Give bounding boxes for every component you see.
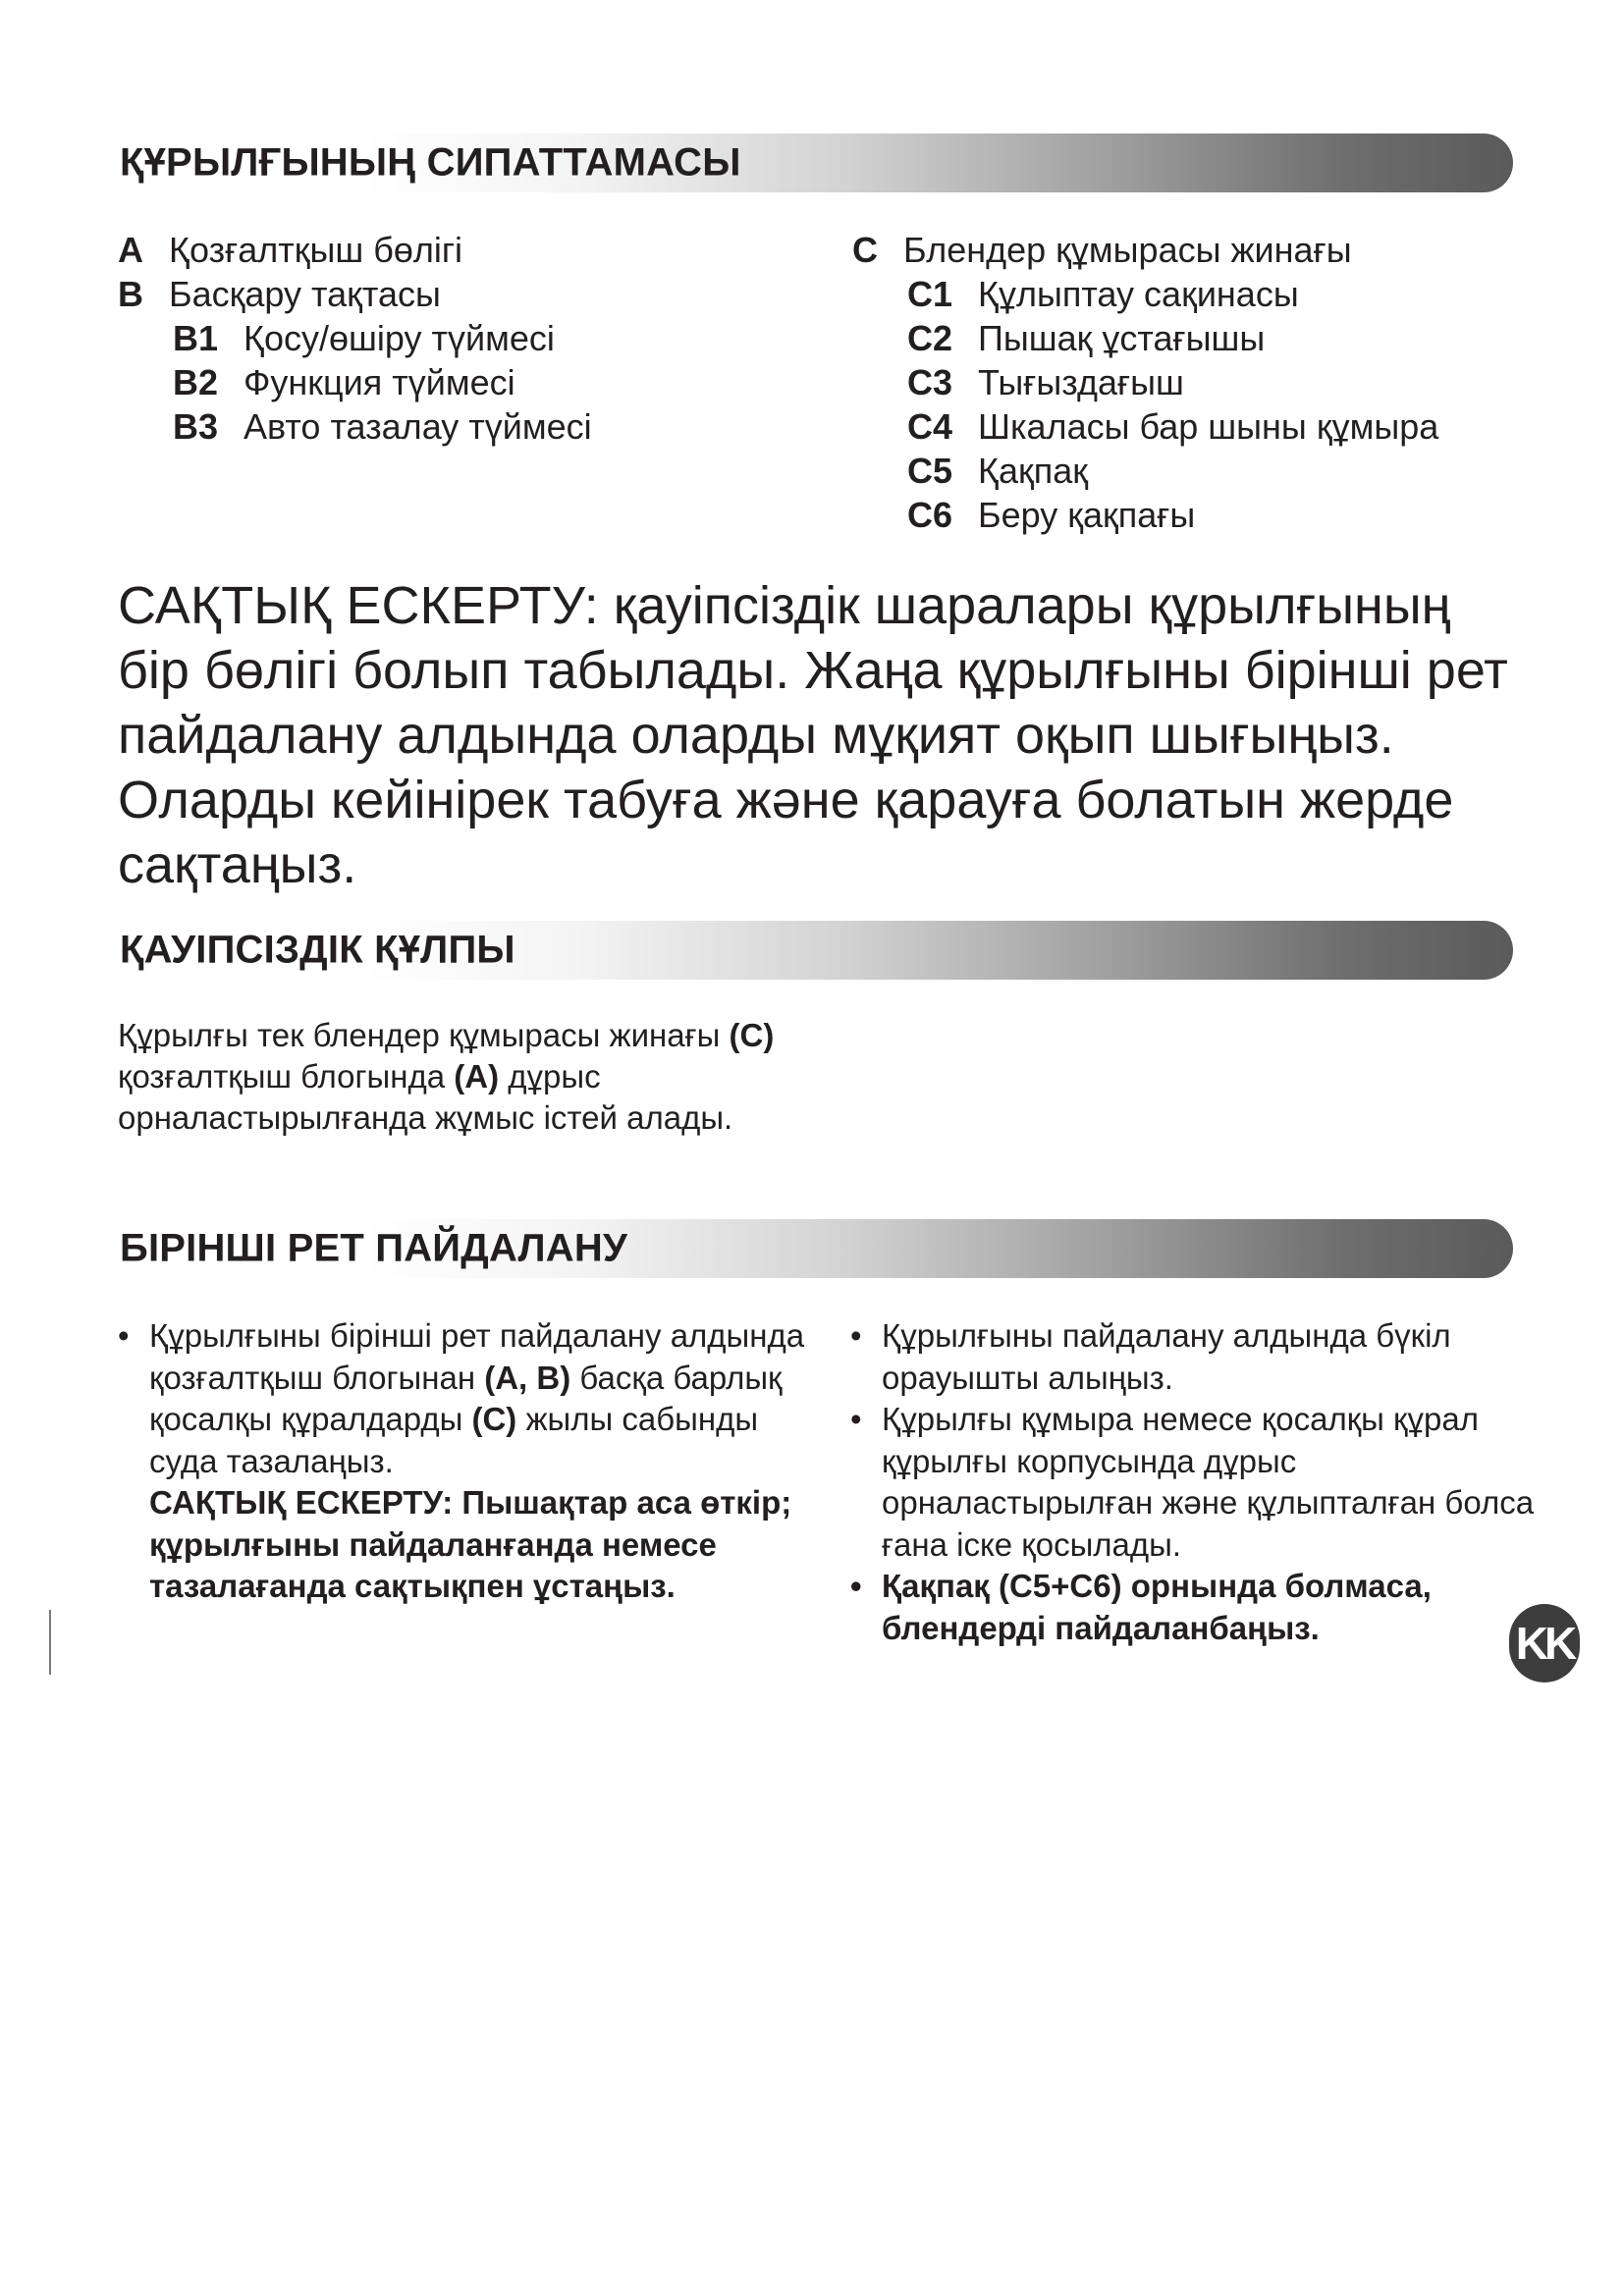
bullet-item [118, 1315, 805, 1608]
bullet-text: Құрылғы құмыра немесе қосалқы құрал құрылғы корпусында дұрыс орналастырылған және құлыпталған болса ғана іске қосылады. [882, 1401, 1535, 1563]
section-bar-description [114, 133, 1513, 192]
section-title-description: ҚҰРЫЛҒЫНЫҢ СИПАТТАМАСЫ [120, 140, 741, 185]
part-c1 [852, 272, 1438, 316]
part-c6 [852, 493, 1438, 537]
bullet-dot: • [118, 1317, 130, 1354]
text-span: басқа барлық қосалқы құралдарды [149, 1359, 783, 1437]
section-bar-safety-lock [114, 921, 1513, 980]
first-use-right-column [850, 1315, 1538, 1649]
bullet-item [850, 1315, 1538, 1399]
text-span: дұрыс орналастырылғанда жұмыс істей алады. [118, 1058, 733, 1136]
ref-motor-control: (A, B) [484, 1359, 571, 1396]
part-c5 [852, 449, 1438, 493]
margin-mark [49, 1610, 51, 1675]
part-c3 [852, 360, 1438, 404]
part-code: C2 [907, 318, 953, 358]
part-code: B1 [173, 318, 219, 358]
part-label: Функция түймесі [244, 362, 515, 402]
part-label: Беру қақпағы [978, 495, 1196, 535]
language-badge: KK [1509, 1604, 1580, 1682]
part-b2 [118, 360, 592, 404]
part-code: C6 [907, 495, 953, 535]
ref-jar-assembly: (C) [729, 1017, 775, 1053]
part-code: C4 [907, 406, 953, 447]
text-span: жылы сабынды суда тазалаңыз. [149, 1401, 759, 1479]
part-c [852, 228, 1438, 272]
ref-accessories: (C) [471, 1401, 517, 1437]
part-code: B2 [173, 362, 219, 402]
safety-warning-text: САҚТЫҚ ЕСКЕРТУ: қауіпсіздік шаралары құрылғының бір бөлігі болып табылады. Жаңа құрылғыны бірінші рет пайдалану алдында оларды мұқият оқып шығыңыз. Оларды кейінірек табуға және қарауға болатын жерде сақтаңыз. [118, 576, 1508, 894]
part-b1 [118, 316, 592, 360]
part-code: A [118, 230, 143, 270]
parts-list-left [118, 228, 592, 449]
bullet-text: Қақпақ (C5+C6) орнында болмаса, блендерді пайдаланбаңыз. [882, 1568, 1432, 1646]
text-span: Құрылғы тек блендер құмырасы жинағы [118, 1017, 730, 1053]
part-c2 [852, 316, 1438, 360]
bullet-dot: • [850, 1317, 862, 1354]
safety-lock-paragraph [118, 1015, 805, 1139]
section-title-safety-lock: ҚАУІПСІЗДІК ҚҰЛПЫ [120, 928, 515, 972]
ref-motor-unit: (A) [454, 1058, 500, 1095]
part-code: B [118, 274, 143, 314]
bullet-dot: • [850, 1401, 862, 1437]
part-label: Шкаласы бар шыны құмыра [978, 406, 1439, 447]
part-b3 [118, 404, 592, 449]
part-label: Қозғалтқыш бөлігі [169, 230, 463, 270]
bullet-dot: • [850, 1568, 862, 1604]
text-span: қозғалтқыш блогында [118, 1058, 455, 1095]
section-title-first-use: БІРІНШІ РЕТ ПАЙДАЛАНУ [120, 1226, 628, 1270]
part-label: Қақпақ [978, 451, 1089, 491]
bullet-item [850, 1399, 1538, 1566]
part-code: C5 [907, 451, 953, 491]
first-use-left-column [118, 1315, 805, 1608]
part-a [118, 228, 592, 272]
part-label: Тығыздағыш [978, 362, 1184, 402]
blade-warning-note: САҚТЫҚ ЕСКЕРТУ: Пышақтар аса өткір; құрылғыны пайдаланғанда немесе тазалағанда сақтықпен ұстаңыз. [149, 1484, 792, 1604]
part-code: C3 [907, 362, 953, 402]
part-label: Қосу/өшіру түймесі [244, 318, 555, 358]
part-code: B3 [173, 406, 219, 447]
text-span: Құрылғыны бірінші рет пайдалану алдында қозғалтқыш блогынан [149, 1317, 805, 1396]
part-code: C1 [907, 274, 953, 314]
part-label: Пышақ ұстағышы [978, 318, 1266, 358]
part-label: Авто тазалау түймесі [244, 406, 592, 447]
part-b [118, 272, 592, 316]
part-c4 [852, 404, 1438, 449]
part-code: C [852, 230, 878, 270]
part-label: Блендер құмырасы жинағы [903, 230, 1352, 270]
part-label: Басқару тақтасы [169, 274, 441, 314]
part-label: Құлыптау сақинасы [978, 274, 1299, 314]
bullet-text: Құрылғыны пайдалану алдында бүкіл орауышты алыңыз. [882, 1317, 1451, 1396]
parts-list-right [852, 228, 1438, 537]
bullet-item [850, 1566, 1538, 1649]
section-bar-first-use [114, 1219, 1513, 1278]
